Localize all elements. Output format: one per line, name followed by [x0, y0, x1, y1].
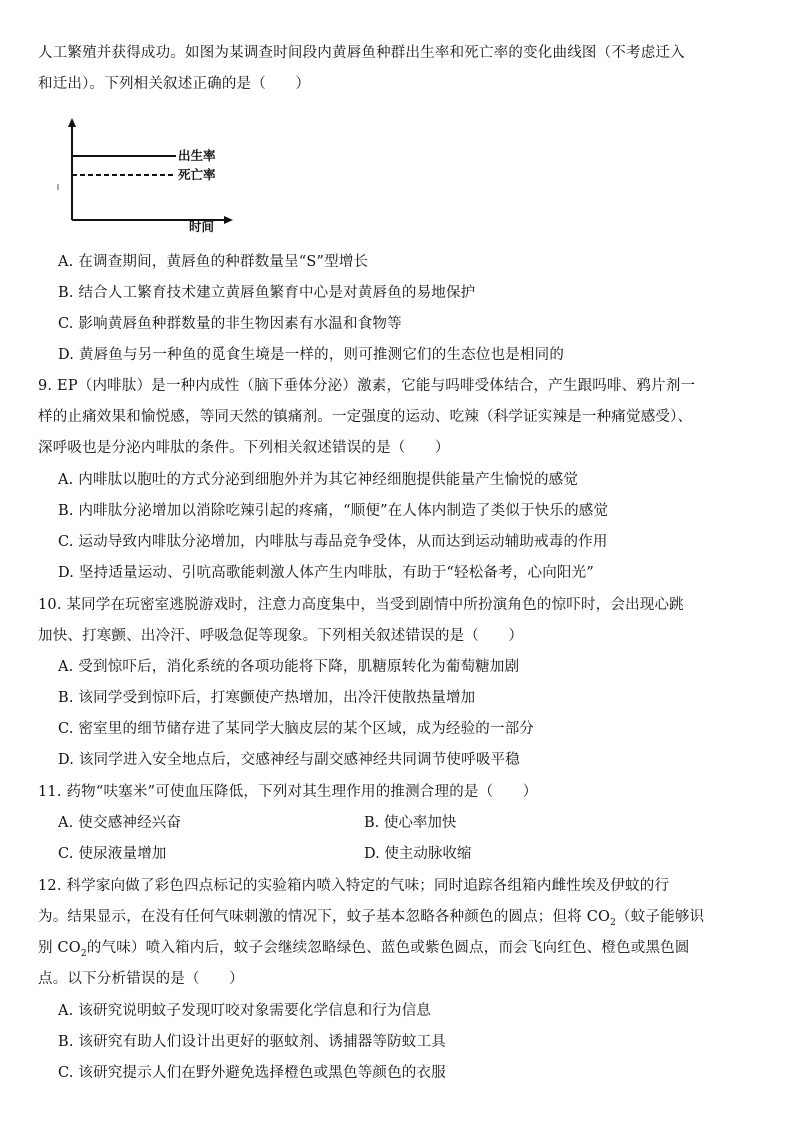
q10-option-a[interactable]: A. 受到惊吓后，消化系统的各项功能将下降，肌糖原转化为葡萄糖加剧 [58, 659, 520, 675]
q12-option-b[interactable]: B. 该研究有助人们设计出更好的驱蚊剂、诱捕器等防蚊工具 [58, 1034, 446, 1050]
x-axis-arrow [224, 216, 233, 224]
q11-stem-line-1: 11. 药物“呋塞米”可使血压降低，下列对其生理作用的推测合理的是（ ） [38, 784, 538, 800]
q11-option-b[interactable]: B. 使心率加快 [364, 815, 457, 831]
q9-stem-line-2: 样的止痛效果和愉悦感，等同天然的镇痛剂。一定强度的运动、吃辣（科学证实辣是一种痛觉感受）、 [38, 409, 693, 425]
birth-rate-label: 出生率 [178, 148, 216, 163]
q12-stem-line-2 [38, 906, 760, 934]
q9-stem-line-1: 9. EP（内啡肽）是一种内成性（脑下垂体分泌）激素，它能与吗啡受体结合，产生跟吗啡、鸦片剂一 [38, 378, 696, 394]
q9-option-a[interactable]: A. 内啡肽以胞吐的方式分泌到细胞外并为其它神经细胞提供能量产生愉悦的感觉 [58, 472, 579, 488]
q12-stem-line-2-part-a: 为。结果显示，在没有任何气味刺激的情况下，蚊子基本忽略各种颜色的圆点；但将 CO [38, 909, 611, 925]
q11-option-c[interactable]: C. 使尿液量增加 [58, 846, 167, 862]
q12-option-a[interactable]: A. 该研究说明蚊子发现叮咬对象需要化学信息和行为信息 [58, 1003, 432, 1019]
q10-option-c[interactable]: C. 密室里的细节储存进了某同学大脑皮层的某个区域，成为经验的一部分 [58, 721, 535, 737]
q12-option-c[interactable]: C. 该研究提示人们在野外避免选择橙色或黑色等颜色的衣服 [58, 1065, 446, 1081]
q11-option-a[interactable]: A. 使交感神经兴奋 [58, 815, 182, 831]
q10-stem-line-1: 10. 某同学在玩密室逃脱游戏时，注意力高度集中，当受到剧情中所扮演角色的惊吓时，会出现心跳 [38, 597, 684, 613]
q10-stem-line-2: 加快、打寒颤、出冷汗、呼吸急促等现象。下列相关叙述错误的是（ ） [38, 628, 524, 644]
co2-subscript: 2 [610, 917, 617, 928]
q10-option-b[interactable]: B. 该同学受到惊吓后，打寒颤使产热增加，出冷汗使散热量增加 [58, 690, 476, 706]
q12-stem-line-3-part-a: 别 CO [38, 940, 81, 956]
q8-option-d[interactable]: D. 黄唇鱼与另一种鱼的觅食生境是一样的，则可推测它们的生态位也是相同的 [58, 347, 565, 363]
y-axis-arrow [68, 118, 76, 127]
q12-stem-line-3 [38, 937, 760, 965]
q8-option-a[interactable]: A. 在调查期间，黄唇鱼的种群数量呈“S”型增长 [58, 254, 369, 270]
birth-death-rate-graph [56, 116, 256, 236]
death-rate-label: 死亡率 [178, 167, 216, 182]
q9-option-d[interactable]: D. 坚持适量运动、引吭高歌能刺激人体产生内啡肽，有助于“轻松备考，心向阳光” [58, 565, 594, 581]
q10-option-d[interactable]: D. 该同学进入安全地点后，交感神经与副交感神经共同调节使呼吸平稳 [58, 752, 520, 768]
co2-subscript-2: 2 [80, 948, 87, 959]
q8-stem-line-2: 和迁出）。下列相关叙述正确的是（ ） [38, 76, 311, 92]
q12-stem-line-3-part-b: 的气味）喷入箱内后，蚊子会继续忽略绿色、蓝色或紫色圆点，而会飞向红色、橙色或黑色圆 [86, 940, 690, 956]
q9-stem-line-3: 深呼吸也是分泌内啡肽的条件。下列相关叙述错误的是（ ） [38, 440, 450, 456]
q12-stem-line-2-part-b: （蚊子能够识 [616, 909, 705, 925]
q9-option-c[interactable]: C. 运动导致内啡肽分泌增加，内啡肽与毒品竞争受体，从而达到运动辅助戒毒的作用 [58, 534, 608, 550]
q12-stem-line-1: 12. 科学家向做了彩色四点标记的实验箱内喷入特定的气味；同时追踪各组箱内雌性埃及伊蚊的行 [38, 878, 670, 894]
q12-stem-line-4: 点。以下分析错误的是（ ） [38, 971, 244, 987]
q8-option-c[interactable]: C. 影响黄唇鱼种群数量的非生物因素有水温和食物等 [58, 316, 402, 332]
q9-option-b[interactable]: B. 内啡肽分泌增加以消除吃辣引起的疼痛，“顺便”在人体内制造了类似于快乐的感觉 [58, 503, 609, 519]
q8-stem-line-1: 人工繁殖并获得成功。如图为某调查时间段内黄唇鱼种群出生率和死亡率的变化曲线图（不考虑迁入 [38, 45, 685, 61]
q8-option-b[interactable]: B. 结合人工繁育技术建立黄唇鱼繁育中心是对黄唇鱼的易地保护 [58, 285, 476, 301]
time-label: 时间 [189, 219, 215, 234]
q11-option-d[interactable]: D. 使主动脉收缩 [364, 846, 472, 862]
